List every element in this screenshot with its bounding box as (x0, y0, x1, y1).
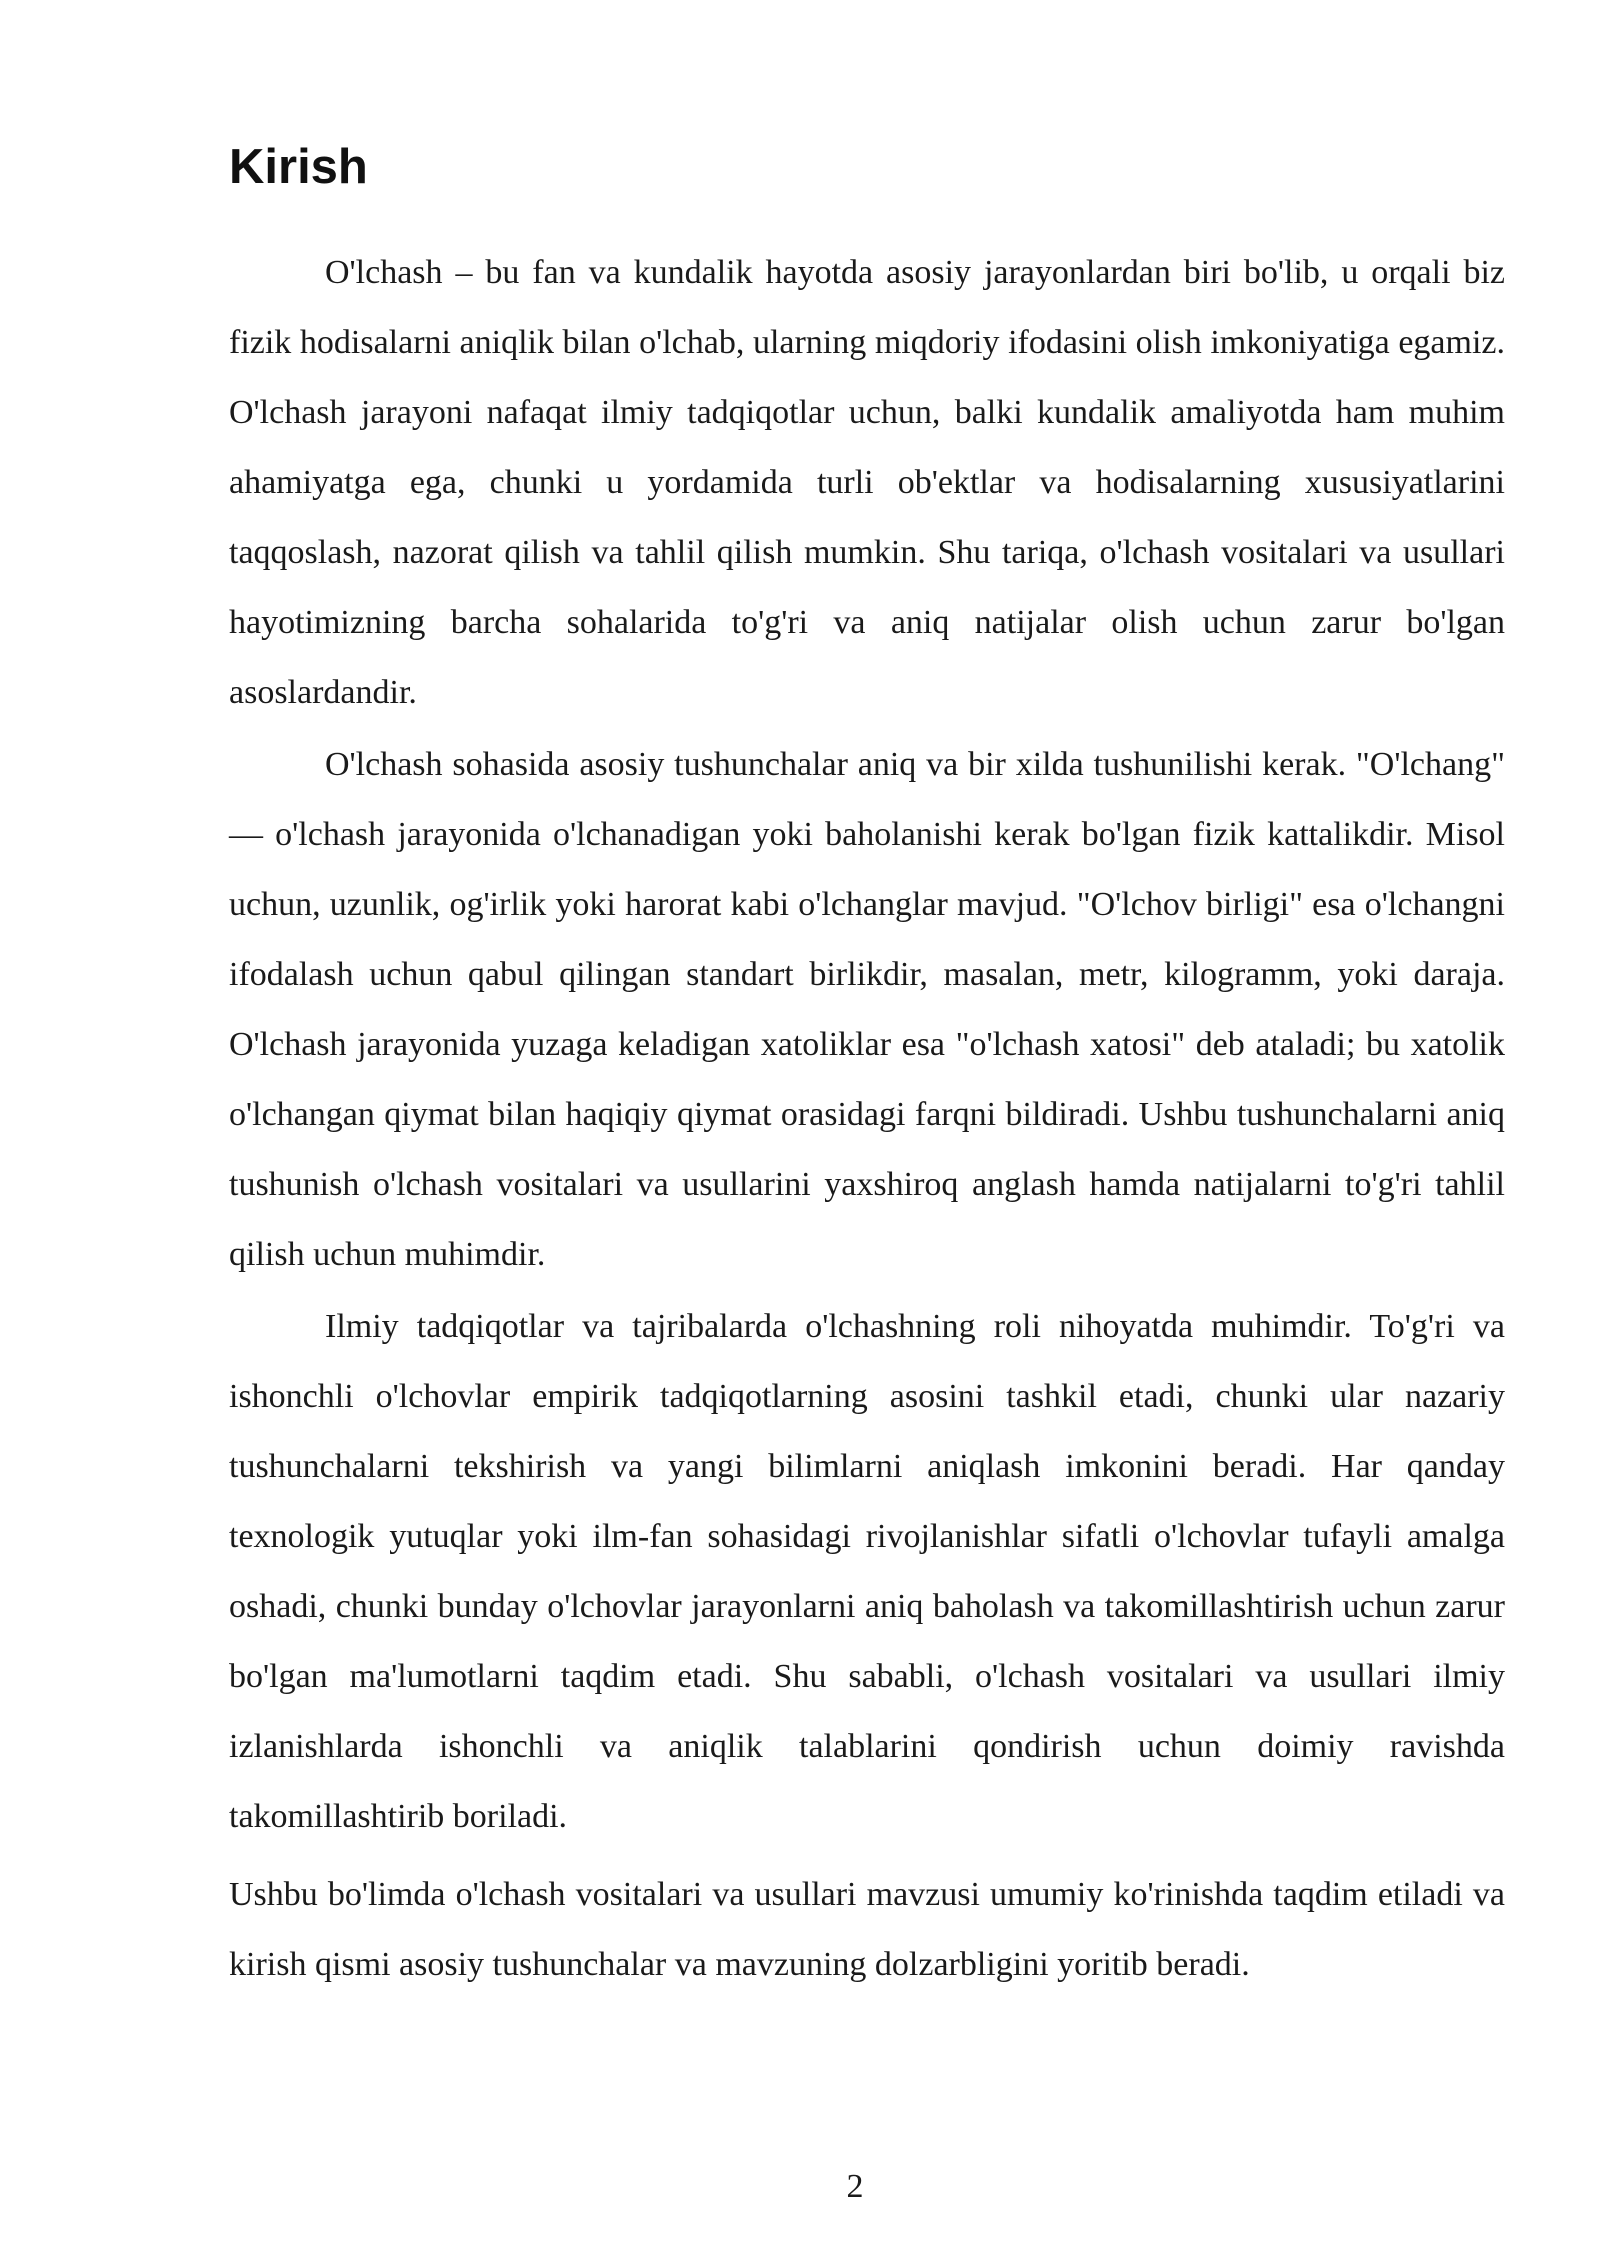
page-number: 2 (846, 2168, 864, 2205)
paragraph-section-summary: Ushbu bo'limda o'lchash vositalari va usullari mavzusi umumiy ko'rinishda taqdim etiladi va kirish qismi asosiy tushunchalar va mavzuning dolzarbligini yoritib beradi. (229, 1876, 1505, 1983)
paragraph-research-role: Ilmiy tadqiqotlar va tajribalarda o'lchashning roli nihoyatda muhimdir. To'g'ri va ishonchli o'lchovlar empirik tadqiqotlarning asosini tashkil etadi, chunki ular nazariy tushunchalarni tekshirish va yangi bilimlarni aniqlash imkonini beradi. Har qanday texnologik yutuqlar yoki ilm-fan sohasidagi rivojlanishlar sifatli o'lchovlar tufayli amalga oshadi, chunki bunday o'lchovlar jarayonlarni aniq baholash va takomillashtirish uchun zarur bo'lgan ma'lumotlarni taqdim etadi. Shu sababli, o'lchash vositalari va usullari ilmiy izlanishlarda ishonchli va aniqlik talablarini qondirish uchun doimiy ravishda takomillashtirib boriladi. (229, 1308, 1505, 1835)
body-text (229, 238, 1505, 2002)
paragraph-concepts: O'lchash sohasida asosiy tushunchalar aniq va bir xilda tushunilishi kerak. "O'lchang" — o'lchash jarayonida o'lchanadigan yoki baholanishi kerak bo'lgan fizik kattalikdir. Misol uchun, uzunlik, og'irlik yoki harorat kabi o'lchanglar mavjud. "O'lchov birligi" esa o'lchangni ifodalash uchun qabul qilingan standart birlikdir, masalan, metr, kilogramm, yoki daraja. O'lchash jarayonida yuzaga keladigan xatoliklar esa "o'lchash xatosi" deb ataladi; bu xatolik o'lchangan qiymat bilan haqiqiy qiymat orasidagi farqni bildiradi. Ushbu tushunchalarni aniq tushunish o'lchash vositalari va usullarini yaxshiroq anglash hamda natijalarni to'g'ri tahlil qilish uchun muhimdir. (229, 746, 1505, 1273)
paragraph-intro: O'lchash – bu fan va kundalik hayotda asosiy jarayonlardan biri bo'lib, u orqali biz fizik hodisalarni aniqlik bilan o'lchab, ularning miqdoriy ifodasini olish imkoniyatiga egamiz. O'lchash jarayoni nafaqat ilmiy tadqiqotlar uchun, balki kundalik amaliyotda ham muhim ahamiyatga ega, chunki u yordamida turli ob'ektlar va hodisalarning xususiyatlarini taqqoslash, nazorat qilish va tahlil qilish mumkin. Shu tariqa, o'lchash vositalari va usullari hayotimizning barcha sohalarida to'g'ri va aniq natijalar olish uchun zarur bo'lgan asoslardandir. (229, 254, 1505, 711)
section-heading: Kirish (229, 140, 368, 194)
